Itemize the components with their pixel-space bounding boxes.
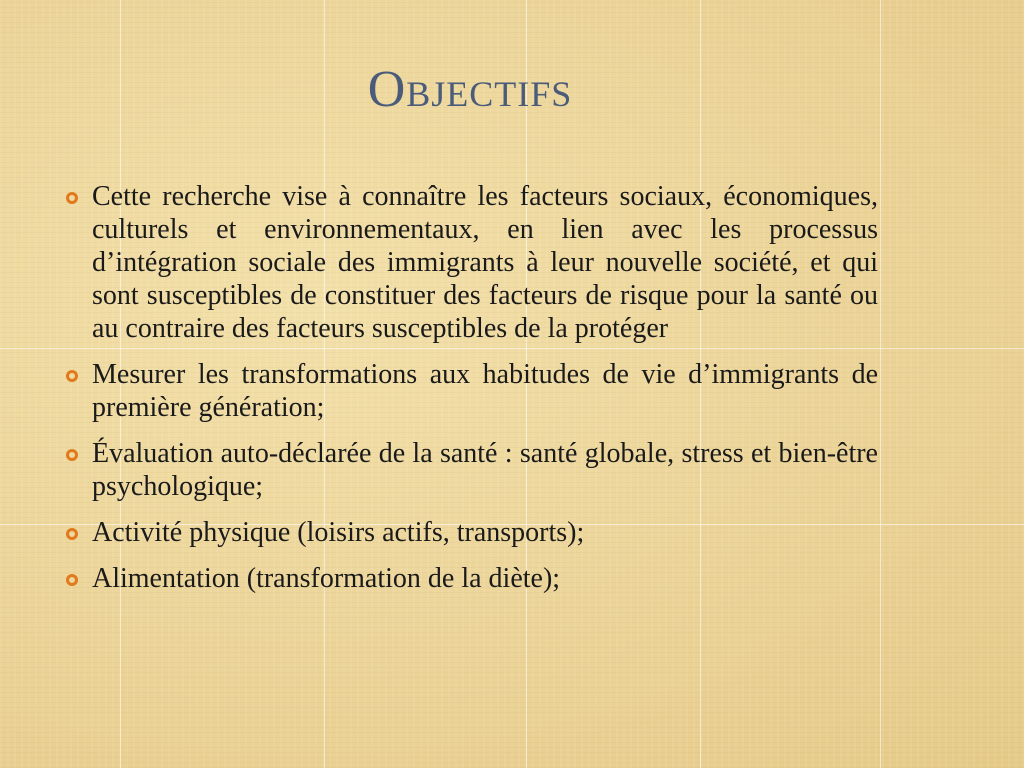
list-item-text: Cette recherche vise à connaître les facteurs sociaux, économiques, culturels et environnementaux, en lien avec les processus d’intégration sociale des immigrants à leur nouvelle société, et qui sont susceptibles de constituer des facteurs de risque pour la santé ou au contraire des facteurs susceptibles de la protéger (92, 181, 878, 344)
bullet-icon (66, 528, 78, 540)
bullet-icon (66, 370, 78, 382)
list-item (60, 180, 878, 345)
list-item-text: Alimentation (transformation de la diète); (92, 563, 561, 594)
list-item (60, 516, 878, 549)
bullet-icon (66, 449, 78, 461)
objectives-list (60, 180, 878, 608)
bullet-icon (66, 574, 78, 586)
bullet-icon (66, 192, 78, 204)
list-item-text: Évaluation auto-déclarée de la santé : santé globale, stress et bien-être psychologique; (92, 438, 878, 502)
list-item-text: Mesurer les transformations aux habitudes de vie d’immigrants de première génération; (92, 359, 878, 423)
list-item (60, 437, 878, 503)
list-item-text: Activité physique (loisirs actifs, transports); (92, 517, 585, 548)
slide-title: Objectifs (367, 61, 573, 118)
list-item (60, 358, 878, 424)
list-item (60, 562, 878, 595)
